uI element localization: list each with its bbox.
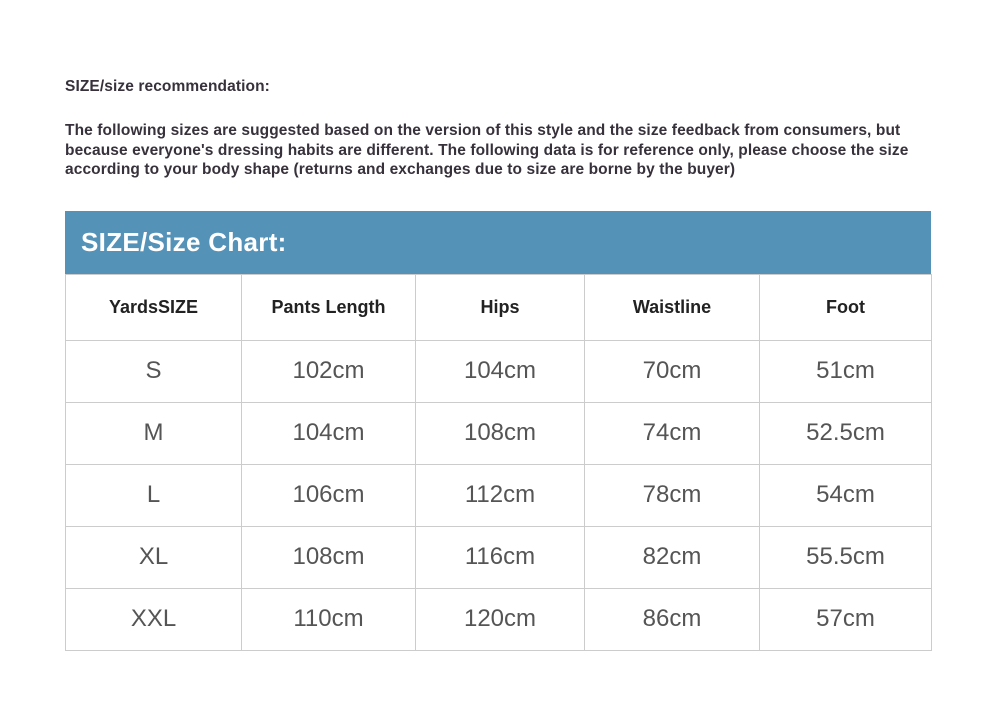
measurement-cell: 110cm <box>242 588 416 650</box>
measurement-cell: 70cm <box>585 340 760 402</box>
table-header-row <box>66 274 932 340</box>
measurement-cell: 104cm <box>242 402 416 464</box>
table-row-s <box>66 340 932 402</box>
column-header-pants-length: Pants Length <box>242 274 416 340</box>
measurement-cell: 104cm <box>416 340 585 402</box>
measurement-cell: 108cm <box>416 402 585 464</box>
size-chart-header-bar <box>65 211 931 274</box>
measurement-cell: 108cm <box>242 526 416 588</box>
measurement-cell: 74cm <box>585 402 760 464</box>
measurement-cell: 55.5cm <box>760 526 932 588</box>
measurement-cell: 82cm <box>585 526 760 588</box>
measurement-cell: 78cm <box>585 464 760 526</box>
table-row-l <box>66 464 932 526</box>
measurement-cell: 102cm <box>242 340 416 402</box>
table-row-xl <box>66 526 932 588</box>
measurement-cell: 51cm <box>760 340 932 402</box>
measurement-cell: 116cm <box>416 526 585 588</box>
measurement-cell: 106cm <box>242 464 416 526</box>
measurement-cell: 120cm <box>416 588 585 650</box>
size-chart-header-label: SIZE/Size Chart: <box>81 226 287 257</box>
measurement-cell: 52.5cm <box>760 402 932 464</box>
measurement-cell: 54cm <box>760 464 932 526</box>
size-cell: XXL <box>66 588 242 650</box>
column-header-waistline: Waistline <box>585 274 760 340</box>
section-title: SIZE/size recommendation: <box>65 78 270 95</box>
size-cell: XL <box>66 526 242 588</box>
size-advice-paragraph: The following sizes are suggested based on the version of this style and the size feedback from consumers, but because everyone's dressing habits are different. The following data is for reference only, please choose the size according to your body shape (returns and exchanges due to size are borne by the buyer) <box>65 122 909 178</box>
size-cell: L <box>66 464 242 526</box>
column-header-size: YardsSIZE <box>66 274 242 340</box>
measurement-cell: 86cm <box>585 588 760 650</box>
size-cell: S <box>66 340 242 402</box>
measurement-cell: 57cm <box>760 588 932 650</box>
size-cell: M <box>66 402 242 464</box>
table-row-m <box>66 402 932 464</box>
measurement-cell: 112cm <box>416 464 585 526</box>
size-chart-table <box>65 274 932 651</box>
column-header-hips: Hips <box>416 274 585 340</box>
column-header-foot: Foot <box>760 274 932 340</box>
table-row-xxl <box>66 588 932 650</box>
